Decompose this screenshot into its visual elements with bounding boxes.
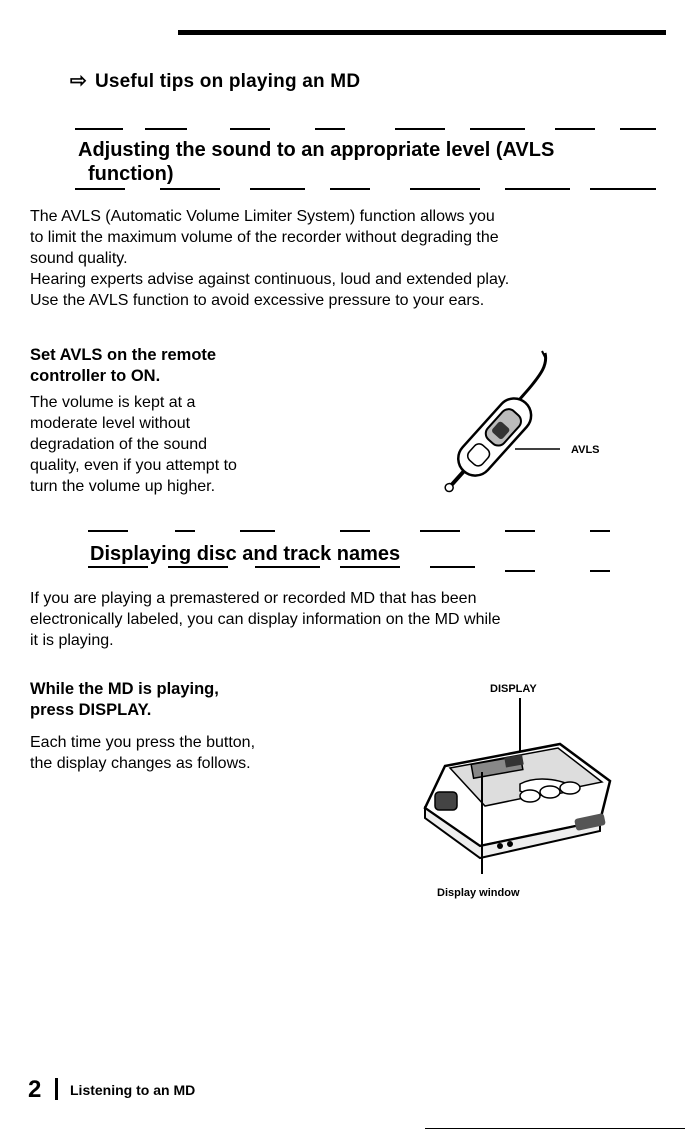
step-body-line: the display changes as follows. bbox=[30, 755, 251, 772]
section1-step-body bbox=[30, 392, 237, 497]
section2-step-body bbox=[30, 732, 255, 774]
paragraph-line: sound quality. bbox=[30, 250, 128, 267]
step-title-line: press DISPLAY. bbox=[30, 701, 152, 719]
footer-section-name: Listening to an MD bbox=[70, 1082, 196, 1098]
display-callout: DISPLAY bbox=[490, 683, 537, 695]
section1-step-title bbox=[30, 345, 216, 387]
md-recorder-illustration bbox=[410, 696, 620, 886]
right-arrow-outline-icon: ⇨ bbox=[70, 70, 87, 92]
section2-heading: Displaying disc and track names bbox=[90, 543, 401, 565]
step-title-line: Set AVLS on the remote bbox=[30, 346, 217, 364]
top-rule bbox=[178, 30, 666, 35]
tips-title bbox=[70, 68, 360, 93]
paragraph-line: Hearing experts advise against continuous, loud and extended play. bbox=[30, 271, 510, 288]
paragraph-line: The AVLS (Automatic Volume Limiter System) function allows you bbox=[30, 208, 495, 225]
step-body-line: moderate level without bbox=[30, 415, 191, 432]
section2-paragraph bbox=[30, 588, 500, 651]
step-title-line: controller to ON. bbox=[30, 367, 161, 385]
step-body-line: degradation of the sound bbox=[30, 436, 208, 453]
avls-callout: AVLS bbox=[571, 444, 600, 456]
step-body-line: The volume is kept at a bbox=[30, 394, 196, 411]
tips-title-text: Useful tips on playing an MD bbox=[94, 71, 361, 92]
section1-heading bbox=[78, 138, 554, 186]
bottom-edge-rule bbox=[425, 1128, 685, 1129]
remote-controller-illustration bbox=[420, 345, 570, 505]
section1-paragraph bbox=[30, 206, 509, 311]
paragraph-line: electronically labeled, you can display information on the MD while bbox=[30, 611, 501, 628]
display-window-callout: Display window bbox=[437, 887, 520, 899]
footer-divider bbox=[55, 1078, 58, 1100]
section1-heading-line1: Adjusting the sound to an appropriate level (AVLS bbox=[78, 139, 555, 161]
step-body-line: quality, even if you attempt to bbox=[30, 457, 237, 474]
paragraph-line: it is playing. bbox=[30, 632, 114, 649]
step-body-line: turn the volume up higher. bbox=[30, 478, 216, 495]
section1-heading-line2: function) bbox=[88, 163, 174, 185]
section2-step-title bbox=[30, 679, 219, 721]
step-title-line: While the MD is playing, bbox=[30, 680, 219, 698]
step-body-line: Each time you press the button, bbox=[30, 734, 256, 751]
paragraph-line: to limit the maximum volume of the recorder without degrading the bbox=[30, 229, 499, 246]
paragraph-line: Use the AVLS function to avoid excessive pressure to your ears. bbox=[30, 292, 485, 309]
paragraph-line: If you are playing a premastered or recorded MD that has been bbox=[30, 590, 477, 607]
page-number: 2 bbox=[28, 1076, 42, 1103]
